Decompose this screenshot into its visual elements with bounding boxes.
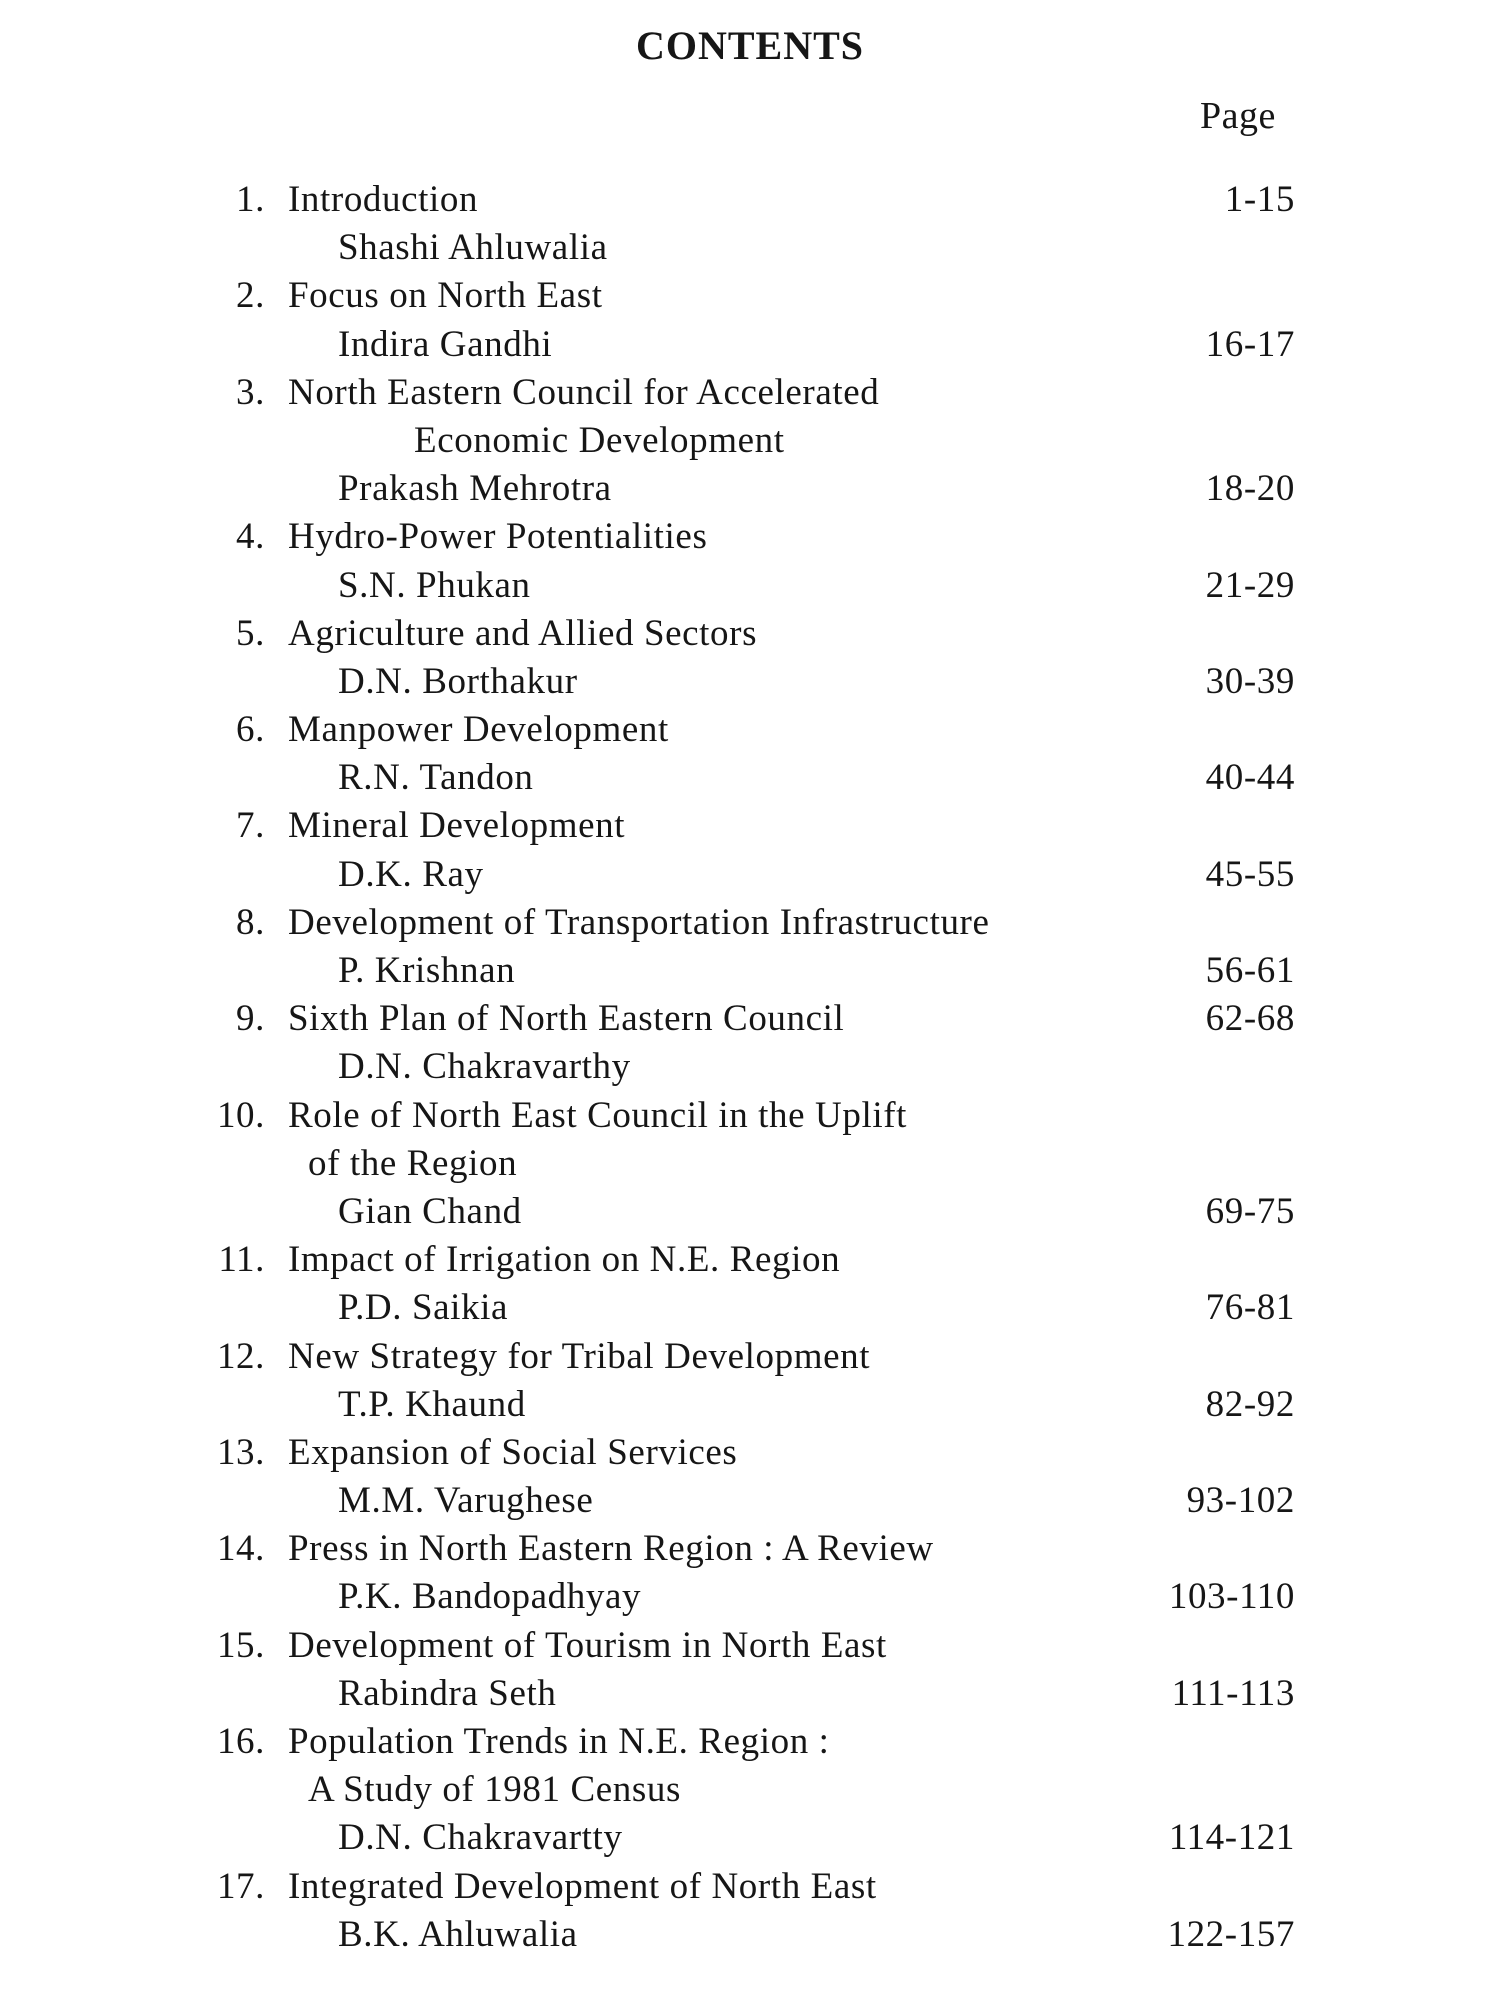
entry-title: New Strategy for Tribal Development [288,1335,871,1377]
page-column-label: Page [1200,95,1276,137]
toc-entry-title-line [0,1718,1500,1766]
page-title: CONTENTS [635,23,865,68]
entry-author: D.N. Borthakur [338,660,578,702]
entry-number: 5. [236,612,265,654]
entry-title: Population Trends in N.E. Region : [288,1721,830,1762]
toc-entry-author-line [0,1670,1500,1718]
toc-entry-title-line [0,899,1500,947]
toc-entry-author-line [0,321,1500,369]
entry-author: M.M. Varughese [338,1480,594,1522]
toc-entry-author-line [0,1284,1500,1332]
entry-pages: 56-61 [1205,950,1295,991]
toc-entry-title-line [0,610,1500,658]
entry-number: 16. [216,1721,265,1762]
entry-title: North Eastern Council for Accelerated [288,371,880,413]
entry-number: 13. [216,1431,265,1473]
entry-title: A Study of 1981 Census [308,1769,681,1811]
entry-author: D.N. Chakravarthy [338,1046,631,1088]
entry-title: Focus on North East [288,275,603,317]
entry-author: Rabindra Seth [338,1672,557,1714]
entry-author: P.K. Bandopadhyay [338,1576,642,1618]
entry-author: B.K. Ahluwalia [338,1913,578,1955]
entry-author: P.D. Saikia [338,1287,509,1329]
toc-entry-title-line [0,369,1500,417]
entry-pages: 1-15 [1224,179,1295,220]
toc-entry-title-line [0,1333,1500,1381]
entry-number: 10. [216,1094,265,1136]
toc-entry-author-line [0,465,1500,513]
toc-entry-author-line [0,562,1500,610]
entry-title: Development of Tourism in North East [288,1624,887,1666]
entry-title: Expansion of Social Services [288,1431,738,1473]
toc-entry-author-line [0,851,1500,899]
toc-entry-title-line [0,1236,1500,1284]
entry-number: 14. [216,1528,265,1570]
toc-entry-title-line [0,995,1500,1043]
toc-entry-title-line [0,272,1500,320]
entry-title: Role of North East Council in the Uplift [288,1094,907,1136]
entry-author: S.N. Phukan [338,564,531,606]
entry-number: 11. [218,1239,265,1281]
entry-pages: 16-17 [1205,323,1295,365]
entry-author: D.N. Chakravartty [338,1817,623,1859]
entry-title: Hydro-Power Potentialities [288,516,708,558]
entry-author: P. Krishnan [338,950,516,991]
entry-author: Indira Gandhi [338,323,553,365]
entry-pages: 40-44 [1205,757,1295,799]
entry-number: 9. [236,998,265,1040]
entry-pages: 69-75 [1205,1190,1295,1232]
toc-entry-title-line [0,1429,1500,1477]
entry-pages: 30-39 [1205,660,1295,702]
toc-entry-title-line [0,1140,1500,1188]
entry-author: Prakash Mehrotra [338,468,612,510]
toc-entry-author-line [0,1814,1500,1862]
entry-pages: 62-68 [1205,998,1295,1040]
entry-author: D.K. Ray [338,853,484,895]
entry-author: R.N. Tandon [338,757,534,799]
toc-entry-author-line [0,1477,1500,1525]
toc-entry-title-line [0,802,1500,850]
entry-number: 17. [216,1865,265,1907]
entry-title: Press in North Eastern Region : A Review [288,1528,934,1570]
entry-pages: 111-113 [1171,1672,1295,1714]
entry-title: Introduction [288,179,479,220]
toc-entry-author-line [0,1043,1500,1091]
entry-title: Integrated Development of North East [288,1865,877,1907]
entry-pages: 18-20 [1205,468,1295,510]
entry-author: Gian Chand [338,1190,522,1232]
toc-entry-title-line [0,513,1500,561]
toc-entry-title-line [0,417,1500,465]
toc-entry-author-line [0,224,1500,272]
entry-title: Economic Development [414,419,785,461]
entry-pages: 45-55 [1205,853,1295,895]
toc-entry-title-line [0,1525,1500,1573]
entry-pages: 76-81 [1205,1287,1295,1329]
entry-number: 4. [236,516,265,558]
toc-entry-author-line [0,658,1500,706]
entry-number: 15. [216,1624,265,1666]
entry-author: T.P. Khaund [338,1383,526,1425]
entry-pages: 122-157 [1167,1913,1295,1955]
entry-pages: 103-110 [1168,1576,1295,1618]
entry-number: 8. [236,901,265,943]
entry-number: 12. [216,1335,265,1377]
entry-title: Agriculture and Allied Sectors [288,612,758,654]
entry-number: 7. [236,805,265,847]
toc-entry-title-line [0,1766,1500,1814]
entry-title: Impact of Irrigation on N.E. Region [288,1239,841,1281]
entry-title: Sixth Plan of North Eastern Council [288,998,845,1040]
entry-title: of the Region [308,1142,518,1184]
toc-entry-author-line [0,1381,1500,1429]
entry-number: 3. [236,371,265,413]
toc-entry-author-line [0,1573,1500,1621]
entry-pages: 82-92 [1205,1383,1295,1425]
toc-entry-author-line [0,947,1500,995]
entry-number: 1. [236,179,265,220]
entry-number: 2. [236,275,265,317]
toc-entry-title-line [0,1863,1500,1911]
toc-entry-title-line [0,1622,1500,1670]
toc-entry-title-line [0,176,1500,224]
entry-author: Shashi Ahluwalia [338,227,608,269]
entry-title: Development of Transportation Infrastructure [288,901,990,943]
toc-entry-author-line [0,754,1500,802]
toc-entry-title-line [0,706,1500,754]
entry-pages: 114-121 [1168,1817,1295,1859]
entry-pages: 21-29 [1205,564,1295,606]
table-of-contents [0,176,1500,1959]
entry-pages: 93-102 [1186,1480,1295,1522]
toc-entry-title-line [0,1092,1500,1140]
toc-entry-author-line [0,1911,1500,1959]
entry-number: 6. [236,709,265,751]
entry-title: Mineral Development [288,805,626,847]
entry-title: Manpower Development [288,709,669,751]
toc-entry-author-line [0,1188,1500,1236]
